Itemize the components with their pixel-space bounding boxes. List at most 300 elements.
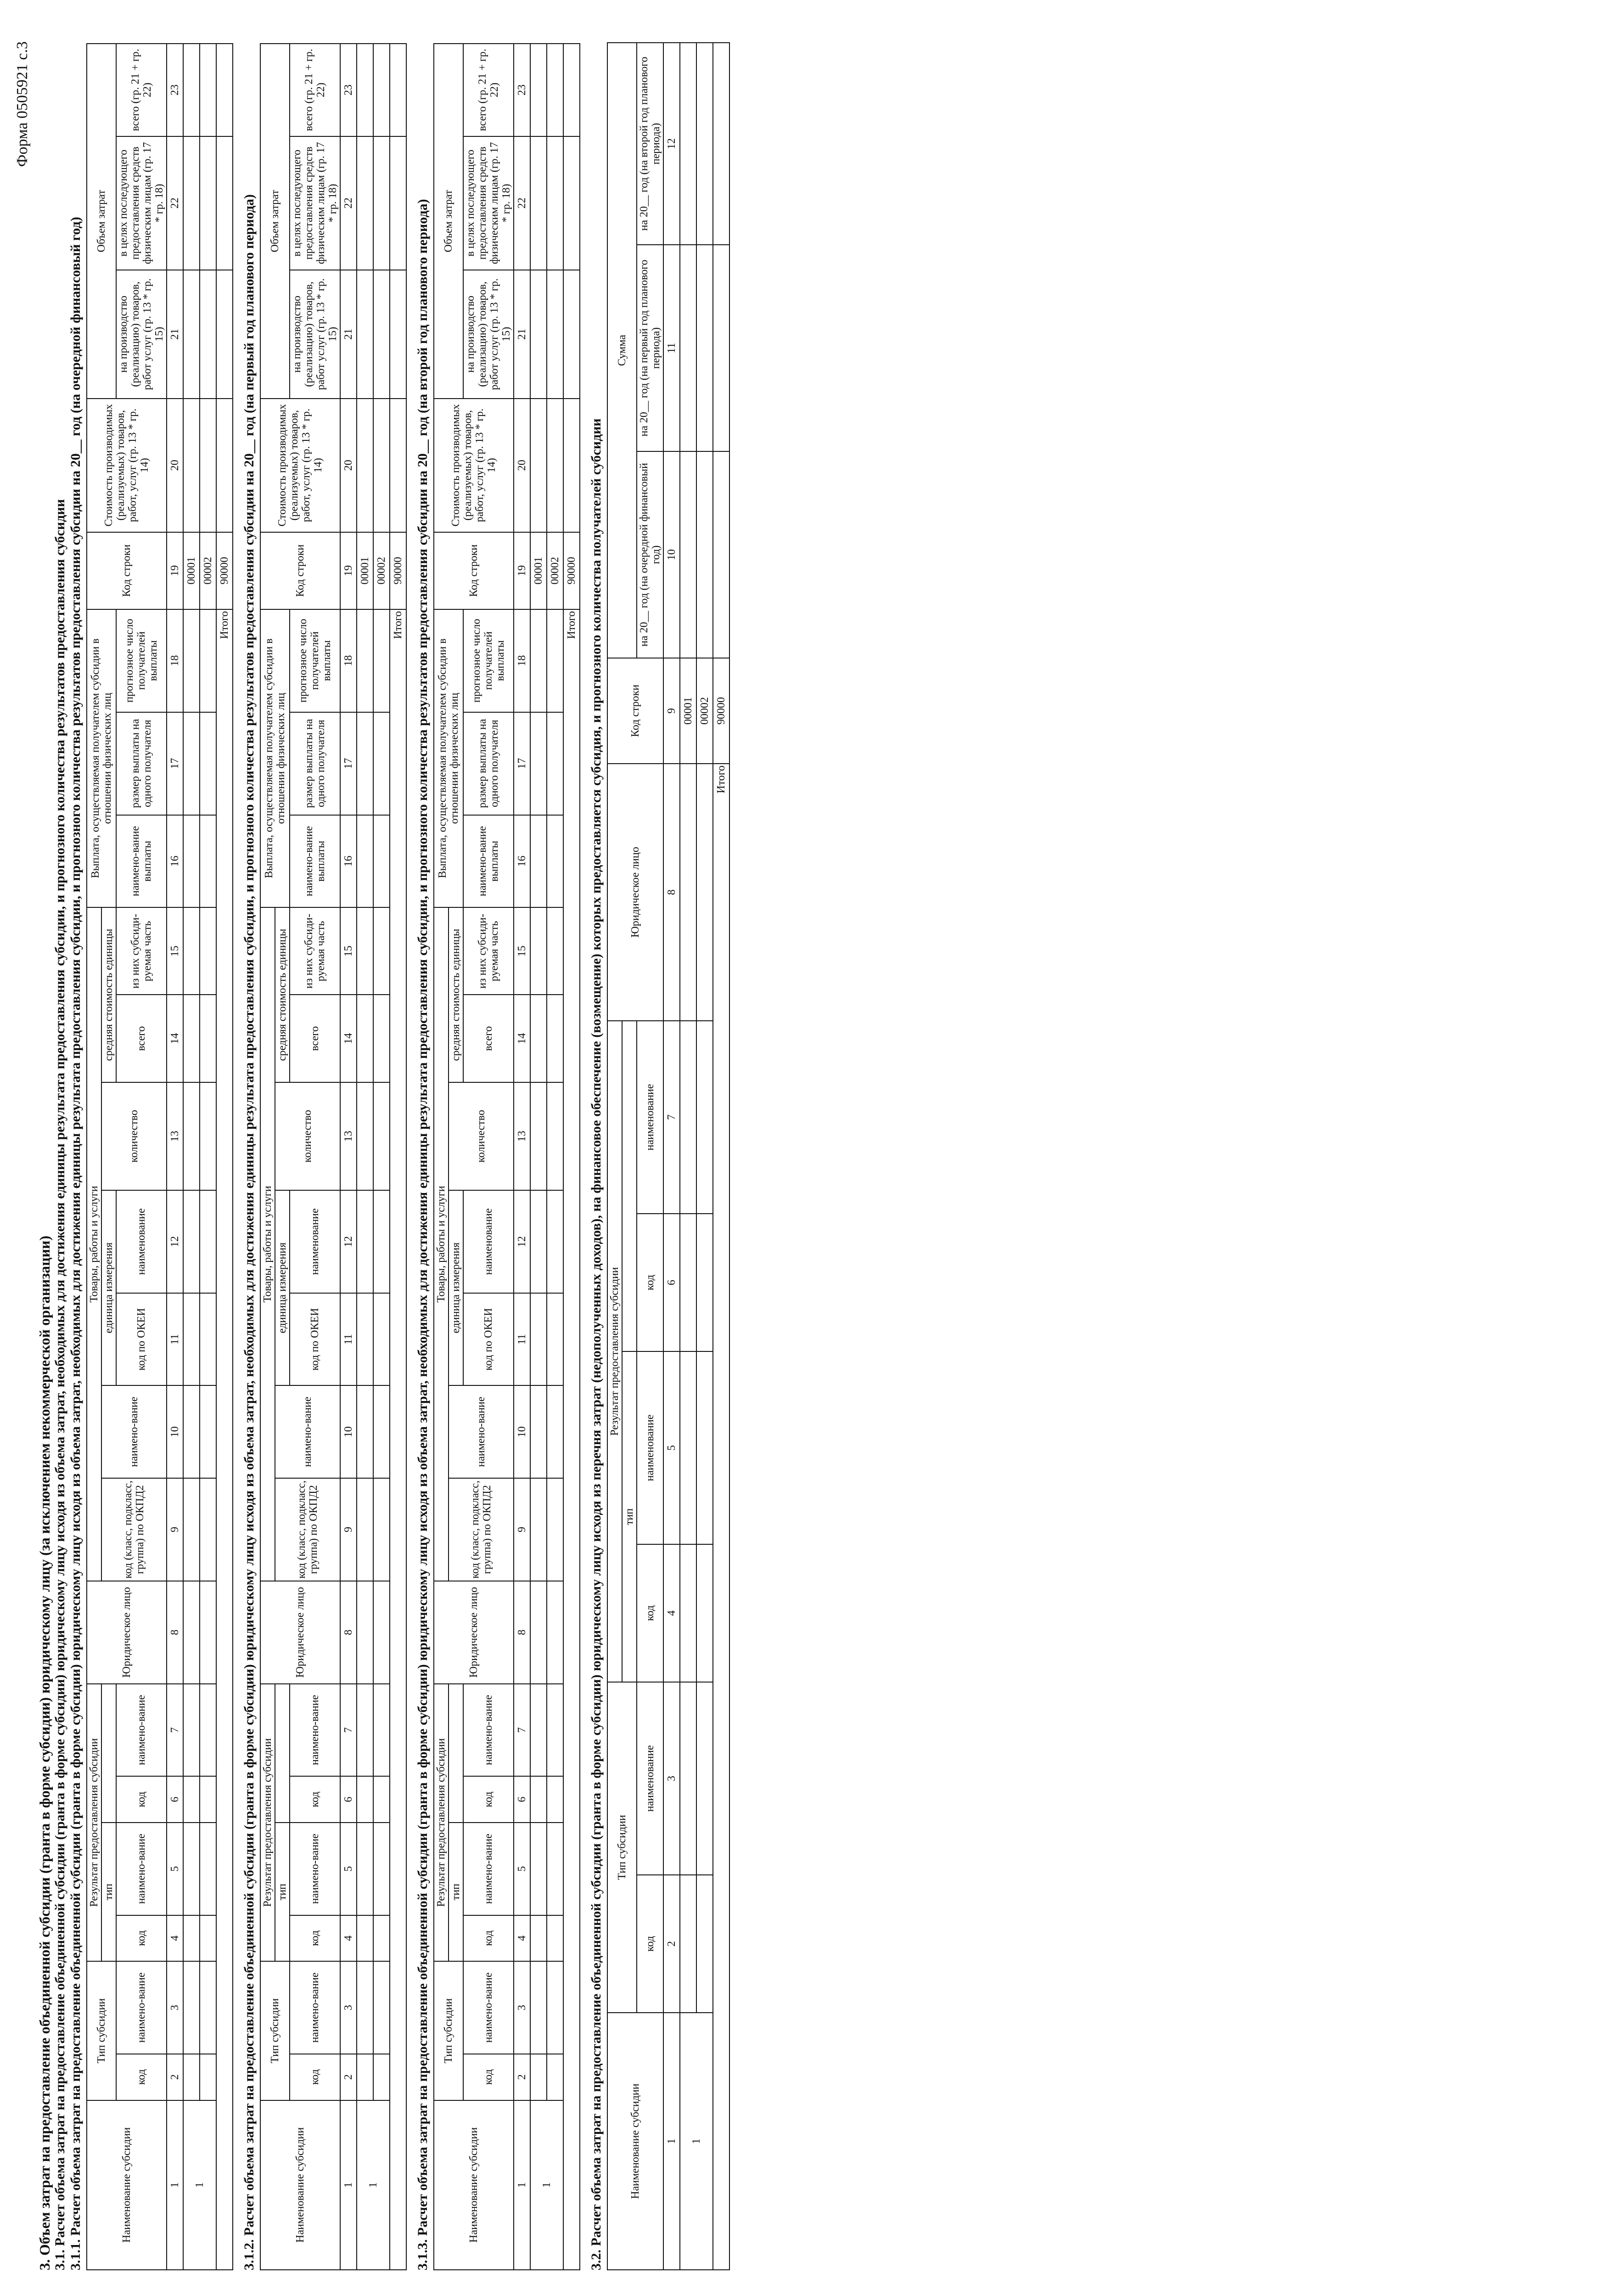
header-cell: тип [449,1823,463,1961]
header-cell: наименование [290,1190,340,1293]
column-number: 15 [514,907,530,995]
header-cell: Код строки [87,532,167,609]
row-number: 1 [183,2100,216,2270]
empty-cell [547,136,563,270]
empty-cell [216,399,233,532]
empty-cell [183,44,200,136]
empty-cell [373,815,390,908]
header-cell: наименование [637,1351,663,1544]
empty-cell [200,1293,216,1386]
column-number: 5 [514,1823,530,1915]
header-cell: наимено-вание [116,1684,167,1777]
header-cell: на 20__ год (на очередной финансовый год) [637,451,663,658]
empty-cell [563,270,580,399]
empty-cell [373,1915,390,1962]
empty-cell [357,1082,373,1190]
header-cell: Результат предоставления субсидии [260,1684,275,1962]
row-number: 1 [530,2100,563,2270]
header-cell: средняя стоимость единицы [275,907,290,1082]
empty-cell [373,995,390,1082]
column-number: 16 [167,815,183,908]
header-cell: Результат предоставления субсидии [87,1684,101,1962]
empty-cell [680,1875,696,2013]
itogo-code: 90000 [216,532,233,609]
column-number: 22 [514,136,530,270]
empty-cell [713,245,729,451]
column-number: 13 [514,1082,530,1190]
header-cell: Тип субсидии [434,1961,463,2100]
empty-cell [696,1351,713,1544]
column-number: 22 [340,136,357,270]
empty-cell [183,1478,200,1581]
empty-cell [373,270,390,399]
column-number: 11 [663,245,680,451]
header-cell: единица измерения [101,1190,116,1385]
column-number: 3 [340,1961,357,2054]
empty-cell [373,136,390,270]
column-number: 13 [340,1082,357,1190]
empty-cell [373,1581,390,1684]
row-code: 00001 [530,532,547,609]
row-number: 1 [680,2013,713,2270]
row-code: 00001 [357,532,373,609]
column-number: 4 [663,1544,680,1682]
table-row [357,44,373,2270]
column-number: 6 [663,1214,680,1351]
empty-cell [200,2054,216,2100]
empty-cell [200,1915,216,1962]
header-cell: прогнозное число получателей выплаты [116,609,167,712]
header-cell: тип [101,1823,116,1961]
header-cell: всего (гр. 21 + гр. 22) [116,44,167,136]
column-number: 11 [514,1293,530,1386]
empty-cell [373,1776,390,1823]
empty-cell [680,1682,696,1875]
heading-3-1: 3.1. Расчет объема затрат на предоставление объединенной субсидии (гранта в форме субсидии) юридическому лицу исходя из объема затрат, необходимых для достижения единицы результата предоставления субсидии, и прогнозного количества результатов предоставления субсидии [52,499,67,2270]
empty-cell [357,44,373,136]
table-3-2 [607,42,730,2270]
empty-cell [357,1961,373,2054]
row-code: 00001 [680,658,696,764]
header-cell: код [116,1915,167,1962]
empty-cell [390,136,406,270]
itogo-code: 90000 [713,658,729,764]
empty-cell [183,1684,200,1777]
empty-cell [200,1385,216,1478]
column-number: 18 [340,609,357,712]
column-number: 20 [340,399,357,532]
header-cell: Юридическое лицо [87,1581,167,1684]
empty-cell [530,609,547,712]
header-cell: Наименование субсидии [260,2100,340,2270]
header-cell: Объем затрат [260,44,290,399]
empty-cell [216,44,233,136]
header-cell: количество [275,1082,340,1190]
header-cell: код (класс, подкласс, группа) по ОКПД2 [275,1478,340,1581]
header-cell: код [290,2054,340,2100]
empty-cell [547,815,563,908]
column-number: 4 [167,1915,183,1962]
empty-cell [563,399,580,532]
form-body [37,43,738,2270]
column-number: 11 [167,1293,183,1386]
empty-cell [680,1351,696,1544]
column-number: 12 [167,1190,183,1293]
empty-cell [183,270,200,399]
header-cell: единица измерения [449,1190,463,1385]
header-cell: Результат предоставления субсидии [607,1021,622,1682]
header-cell: Выплата, осуществляемая получателем субсидии в отношении физических лиц [260,609,290,907]
column-number: 2 [663,1875,680,2013]
empty-cell [547,712,563,815]
column-number: 12 [514,1190,530,1293]
empty-cell [200,1961,216,2054]
header-cell: Тип субсидии [607,1682,637,2013]
header-cell: код [463,1915,514,1962]
header-cell: прогнозное число получателей выплаты [463,609,514,712]
header-cell: на производство (реализацию) товаров, работ услуг (гр. 13 * гр. 15) [463,270,514,399]
column-number: 21 [167,270,183,399]
empty-cell [357,1478,373,1581]
empty-cell [547,907,563,995]
table-row [696,43,713,2270]
header-row [87,44,101,2270]
header-cell: Тип субсидии [87,1961,116,2100]
header-cell: Сумма [607,43,637,658]
header-cell: Товары, работы и услуги [434,907,449,1581]
empty-cell [373,1082,390,1190]
header-cell: наименование [637,1682,663,1875]
header-cell: наимено-вание выплаты [116,815,167,908]
header-cell: Юридическое лицо [434,1581,514,1684]
empty-cell [183,907,200,995]
empty-cell [530,1293,547,1386]
empty-cell [200,1776,216,1823]
empty-cell [373,399,390,532]
column-number: 10 [663,451,680,658]
header-cell: всего [463,995,514,1082]
empty-cell [696,1021,713,1214]
column-number: 4 [340,1915,357,1962]
column-number: 19 [340,532,357,609]
header-cell: наимено-вание выплаты [290,815,340,908]
empty-cell [530,1190,547,1293]
empty-cell [680,43,696,245]
column-number: 3 [663,1682,680,1875]
empty-cell [183,1385,200,1478]
header-cell: наимено-вание [101,1385,167,1478]
header-cell: Наименование субсидии [434,2100,514,2270]
table-row [563,44,580,2270]
header-cell: на 20__ год (на первый год планового периода) [637,245,663,451]
empty-cell [713,43,729,245]
empty-cell [530,1581,547,1684]
header-cell: Стоимость производимых (реализуемых) товаров, работ, услуг (гр. 13 * гр. 14) [260,399,340,532]
empty-cell [200,1684,216,1777]
empty-cell [183,1823,200,1915]
empty-cell [373,1293,390,1386]
empty-cell [183,815,200,908]
column-number: 1 [340,2100,357,2270]
empty-cell [530,815,547,908]
column-number: 10 [340,1385,357,1478]
header-cell: наимено-вание [463,1823,514,1915]
header-cell [275,1684,290,1823]
empty-cell [530,1915,547,1962]
empty-cell [530,1776,547,1823]
column-number: 21 [340,270,357,399]
empty-cell [183,1082,200,1190]
column-number: 14 [514,995,530,1082]
empty-cell [200,1581,216,1684]
table-row [530,44,547,2270]
empty-cell [183,712,200,815]
empty-cell [183,995,200,1082]
empty-cell [547,995,563,1082]
empty-cell [200,1478,216,1581]
header-cell: наимено-вание [463,1961,514,2054]
header-cell: код (класс, подкласс, группа) по ОКПД2 [449,1478,514,1581]
header-cell: тип [622,1351,637,1682]
column-number: 16 [340,815,357,908]
column-number: 16 [514,815,530,908]
empty-cell [530,1478,547,1581]
column-number: 12 [663,43,680,245]
column-number: 4 [514,1915,530,1962]
empty-cell [183,1190,200,1293]
column-number: 11 [340,1293,357,1386]
empty-cell [530,1684,547,1777]
column-number: 9 [663,658,680,764]
column-number: 1 [514,2100,530,2270]
header-cell: Стоимость производимых (реализуемых) товаров, работ, услуг (гр. 13 * гр. 14) [87,399,167,532]
empty-cell [547,1293,563,1386]
header-cell [101,1684,116,1823]
column-number: 6 [167,1776,183,1823]
column-number: 20 [167,399,183,532]
section-3-1-2 [260,43,407,2270]
header-cell: тип [275,1823,290,1961]
empty-cell [373,907,390,995]
empty-cell [216,270,233,399]
header-cell: код [290,1915,340,1962]
header-cell: Тип субсидии [260,1961,290,2100]
header-cell: Код строки [260,532,340,609]
column-number: 5 [340,1823,357,1915]
empty-cell [183,1915,200,1962]
table-row [713,43,729,2270]
header-cell: в целях последующего предоставления средств физическим лицам (гр. 17 * гр. 18) [116,136,167,270]
empty-cell [547,609,563,712]
empty-cell [696,1544,713,1682]
empty-cell [373,1478,390,1581]
empty-cell [357,1293,373,1386]
column-number: 9 [514,1478,530,1581]
header-cell: в целях последующего предоставления средств физическим лицам (гр. 17 * гр. 18) [290,136,340,270]
header-cell: в целях последующего предоставления средств физическим лицам (гр. 17 * гр. 18) [463,136,514,270]
header-cell: на 20__ год (на второй год планового периода) [637,43,663,245]
row-code: 00002 [373,532,390,609]
header-cell: из них субсиди-руемая часть [463,907,514,995]
row-code: 00001 [183,532,200,609]
empty-cell [200,815,216,908]
header-cell: код по ОКЕИ [116,1293,167,1386]
header-cell: Объем затрат [87,44,116,399]
empty-cell [357,1581,373,1684]
header-cell: средняя стоимость единицы [101,907,116,1082]
column-number: 18 [514,609,530,712]
empty-cell [357,1684,373,1777]
column-number: 19 [167,532,183,609]
column-number: 17 [514,712,530,815]
empty-cell [530,399,547,532]
header-cell: на производство (реализацию) товаров, работ услуг (гр. 13 * гр. 15) [116,270,167,399]
row-number: 1 [357,2100,390,2270]
section-3-1-3 [433,43,580,2270]
header-cell: наимено-вание [449,1385,514,1478]
header-cell: наименование [116,1190,167,1293]
empty-cell [680,1214,696,1351]
header-cell: всего (гр. 21 + гр. 22) [290,44,340,136]
header-cell: всего (гр. 21 + гр. 22) [463,44,514,136]
empty-cell [547,1581,563,1684]
column-number: 7 [514,1684,530,1777]
empty-cell [216,136,233,270]
table-row [183,44,200,2270]
empty-cell [200,1190,216,1293]
empty-cell [200,44,216,136]
empty-cell [357,1190,373,1293]
empty-cell [547,1478,563,1581]
header-cell: Результат предоставления субсидии [434,1684,449,1962]
header-cell: из них субсиди-руемая часть [116,907,167,995]
empty-cell [373,1961,390,2054]
empty-cell [696,764,713,1021]
itogo-label: Итого [216,609,233,2270]
empty-cell [530,1082,547,1190]
empty-cell [357,1823,373,1915]
column-number: 7 [663,1021,680,1214]
row-code: 00002 [547,532,563,609]
empty-cell [390,44,406,136]
header-cell: Код строки [607,658,663,764]
empty-cell [547,1684,563,1777]
column-number: 17 [167,712,183,815]
column-number: 5 [663,1351,680,1544]
empty-cell [373,712,390,815]
empty-cell [183,2054,200,2100]
empty-cell [357,815,373,908]
empty-cell [357,399,373,532]
empty-cell [563,44,580,136]
empty-cell [530,44,547,136]
table-3-1-3 [433,43,580,2270]
itogo-code: 90000 [563,532,580,609]
column-number: 7 [167,1684,183,1777]
empty-cell [696,1875,713,2013]
header-row [663,43,680,2270]
column-number: 8 [514,1581,530,1684]
header-cell: код [116,1776,167,1823]
empty-cell [547,1776,563,1823]
empty-cell [200,907,216,995]
empty-cell [713,451,729,658]
empty-cell [373,1190,390,1293]
column-number: 15 [167,907,183,995]
empty-cell [696,43,713,245]
column-number: 9 [340,1478,357,1581]
heading-3-1-2: 3.1.2. Расчет объема затрат на предоставление объединенной субсидии (гранта в форме субсидии) юридическому лицу исходя из объема затрат, необходимых для достижения единицы результата предоставления субсидии, и прогнозного количества результатов предоставления субсидии на 20__ год (на первый год планового периода) [241,194,257,2270]
column-number: 8 [340,1581,357,1684]
column-number: 3 [167,1961,183,2054]
header-cell: код [463,2054,514,2100]
empty-cell [530,1961,547,2054]
empty-cell [200,270,216,399]
header-cell: наимено-вание [290,1684,340,1777]
empty-cell [547,1823,563,1915]
empty-cell [680,764,696,1021]
empty-cell [530,907,547,995]
column-number: 13 [167,1082,183,1190]
column-number: 5 [167,1823,183,1915]
header-cell: размер выплаты на одного получателя [463,712,514,815]
column-number: 23 [514,44,530,136]
column-number: 1 [167,2100,183,2270]
header-cell: из них субсиди-руемая часть [290,907,340,995]
itogo-label: Итого [563,609,580,2270]
header-row [607,43,622,2270]
header-cell: средняя стоимость единицы [449,907,463,1082]
section-3-1-1 [86,43,233,2270]
empty-cell [357,270,373,399]
header-cell: код [637,1875,663,2013]
column-number: 21 [514,270,530,399]
empty-cell [357,2054,373,2100]
header-cell: единица измерения [275,1190,290,1385]
empty-cell [696,1214,713,1351]
empty-cell [200,1082,216,1190]
empty-cell [357,1776,373,1823]
header-cell: всего [116,995,167,1082]
empty-cell [373,1823,390,1915]
column-number: 2 [514,2054,530,2100]
empty-cell [373,609,390,712]
empty-cell [530,1385,547,1478]
heading-3-1-3: 3.1.3. Расчет объема затрат на предоставление объединенной субсидии (гранта в форме субсидии) юридическому лицу исходя из объема затрат, необходимых для достижения единицы результата предоставления субсидии, и прогнозного количества результатов предоставления субсидии на 20__ год (на второй год планового периода) [415,199,430,2270]
column-number: 2 [167,2054,183,2100]
header-cell: код [637,1544,663,1682]
header-cell: количество [449,1082,514,1190]
empty-cell [200,1823,216,1915]
column-number: 19 [514,532,530,609]
header-cell: наимено-вание [275,1385,340,1478]
empty-cell [696,245,713,451]
header-cell: Наименование субсидии [607,2013,663,2270]
header-row [260,44,275,2270]
header-row [637,43,663,2270]
column-number: 18 [167,609,183,712]
header-cell: наименование [637,1021,663,1214]
table-row [373,44,390,2270]
empty-cell [200,995,216,1082]
table-3-1-1 [86,43,233,2270]
header-cell: Стоимость производимых (реализуемых) товаров, работ, услуг (гр. 13 * гр. 14) [434,399,514,532]
itogo-label: Итого [390,609,406,2270]
empty-cell [680,451,696,658]
header-cell: наимено-вание выплаты [463,815,514,908]
empty-cell [680,245,696,451]
header-cell: Юридическое лицо [607,764,663,1021]
